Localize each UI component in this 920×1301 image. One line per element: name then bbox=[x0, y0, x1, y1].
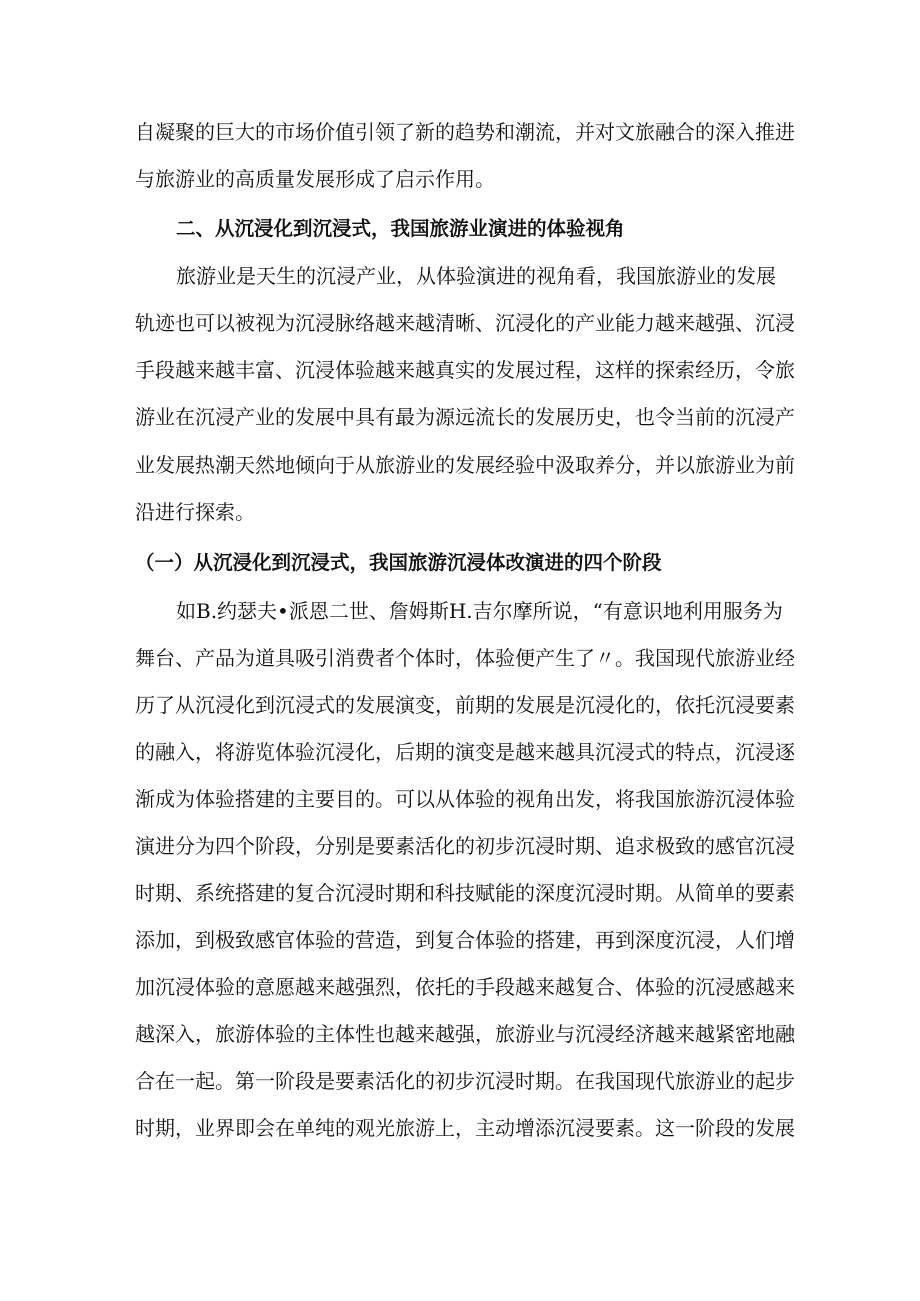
body-line: 合在一起。第一阶段是要素活化的初步沉浸时期。在我国现代旅游业的起步 bbox=[135, 1069, 795, 1093]
subsection-heading: （一）从沉浸化到沉浸式，我国旅游沉浸体改演进的四个阶段 bbox=[135, 551, 662, 574]
body-line: 时期、系统搭建的复合沉浸时期和科技赋能的深度沉浸时期。从简单的要素 bbox=[135, 881, 795, 905]
body-line: 演进分为四个阶段，分别是要素活化的初步沉浸时期、追求极致的感官沉浸 bbox=[135, 834, 795, 858]
body-line: 手段越来越丰富、沉浸体验越来越真实的发展过程，这样的探索经历，令旅 bbox=[135, 358, 795, 382]
body-line: 自凝聚的巨大的市场价值引领了新的趋势和潮流，并对文旅融合的深入推进 bbox=[135, 120, 795, 144]
body-line: 的融入，将游览体验沉浸化，后期的演变是越来越具沉浸式的特点，沉浸逐 bbox=[135, 740, 795, 764]
body-line: 沿进行探索。 bbox=[135, 500, 255, 524]
section-heading: 二、从沉浸化到沉浸式，我国旅游业演进的体验视角 bbox=[176, 217, 625, 240]
body-line: 历了从沉浸化到沉浸式的发展演变，前期的发展是沉浸化的，依托沉浸要素 bbox=[135, 693, 795, 717]
body-line: 越深入，旅游体验的主体性也越来越强，旅游业与沉浸经济越来越紧密地融 bbox=[135, 1022, 795, 1046]
body-line: 舞台、产品为道具吸引消费者个体时，体验便产生了〃。我国现代旅游业经 bbox=[135, 646, 795, 670]
body-line: 游业在沉浸产业的发展中具有最为源远流长的发展历史，也令当前的沉浸产 bbox=[135, 405, 795, 429]
body-line: 加沉浸体验的意愿越来越强烈，依托的手段越来越复合、体验的沉浸感越来 bbox=[135, 975, 795, 999]
body-line: 轨迹也可以被视为沉浸脉络越来越清晰、沉浸化的产业能力越来越强、沉浸 bbox=[135, 311, 795, 335]
body-line: 业发展热潮天然地倾向于从旅游业的发展经验中汲取养分，并以旅游业为前 bbox=[135, 453, 795, 477]
body-line: 如B.约瑟夫•派恩二世、詹姆斯H.吉尔摩所说，“有意识地利用服务为 bbox=[176, 599, 783, 623]
body-line: 渐成为体验搭建的主要目的。可以从体验的视角出发，将我国旅游沉浸体验 bbox=[135, 787, 795, 811]
body-line: 与旅游业的高质量发展形成了启示作用。 bbox=[135, 167, 495, 191]
body-line: 添加，到极致感官体验的营造，到复合体验的搭建，再到深度沉浸，人们增 bbox=[135, 928, 795, 952]
body-line: 旅游业是天生的沉浸产业，从体验演进的视角看，我国旅游业的发展 bbox=[176, 264, 776, 288]
body-line: 时期，业界即会在单纯的观光旅游上，主动增添沉浸要素。这一阶段的发展 bbox=[135, 1116, 795, 1140]
